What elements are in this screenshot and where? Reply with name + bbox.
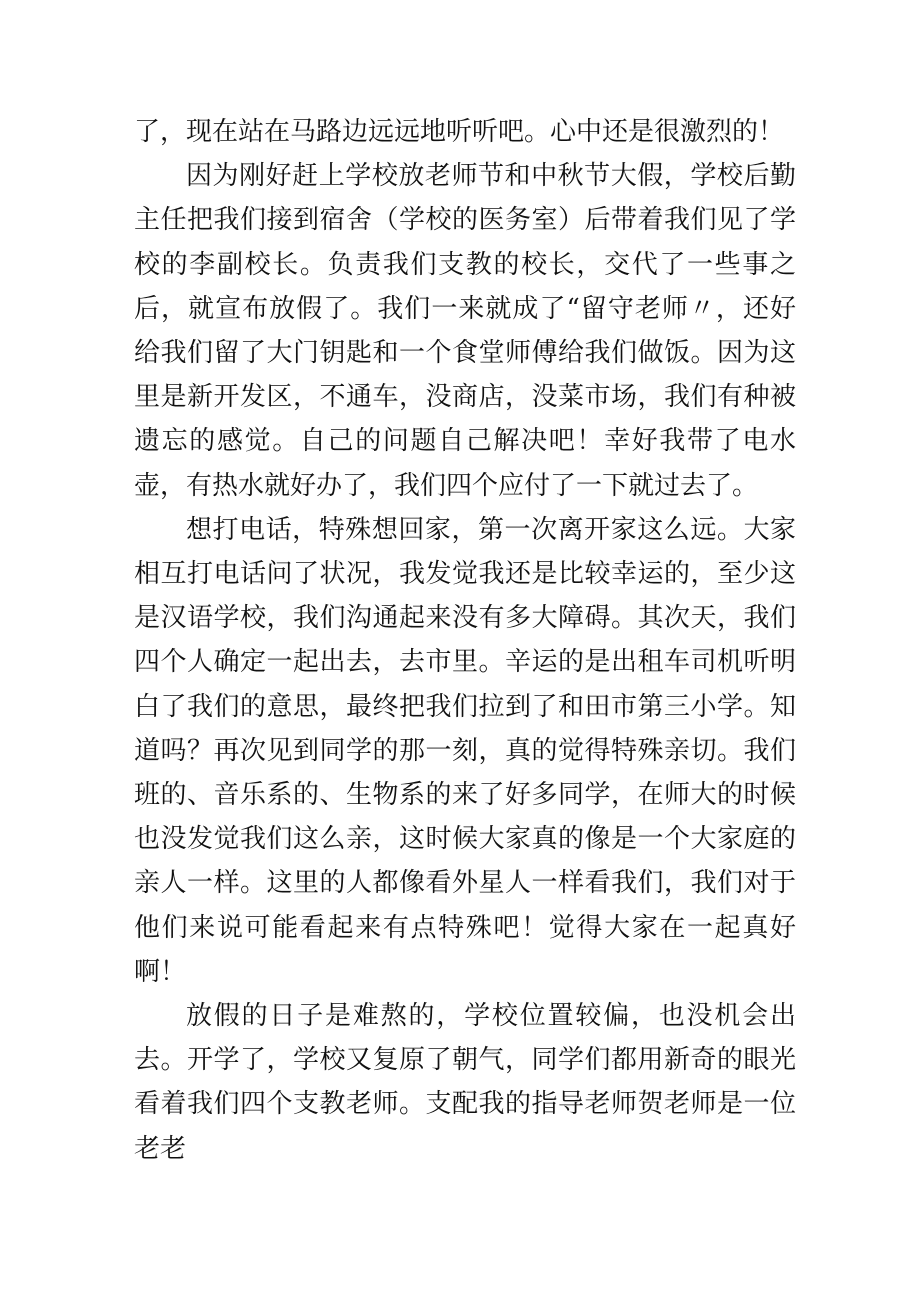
paragraph: 放假的日子是难熬的，学校位置较偏，也没机会出去。开学了，学校又复原了朝气，同学们都用新奇的眼光看着我们四个支教老师。支配我的指导老师贺老师是一位老老 <box>134 1001 796 1164</box>
paragraph-continuation: 了，现在站在马路边远远地听听吧。心中还是很激烈的！ <box>134 117 785 147</box>
paragraph: 想打电话，特殊想回家，第一次离开家这么远。大家相互打电话问了状况，我发觉我还是比较幸运的，至少这是汉语学校，我们沟通起来没有多大障碍。其次天，我们四个人确定一起出去，去市里。辛运的是出租车司机听明白了我们的意思，最终把我们拉到了和田市第三小学。知道吗？再次见到同学的那一刻，真的觉得特殊亲切。我们班的、音乐系的、生物系的来了好多同学，在师大的时候也没发觉我们这么亲，这时候大家真的像是一个大家庭的亲人一样。这里的人都像看外星人一样看我们，我们对于他们来说可能看起来有点特殊吧！觉得大家在一起真好啊！ <box>134 514 796 987</box>
body-text <box>134 110 796 1171</box>
paragraph: 因为刚好赶上学校放老师节和中秋节大假，学校后勤主任把我们接到宿舍（学校的医务室）后带着我们见了学校的李副校长。负责我们支教的校长，交代了一些事之后，就宣布放假了。我们一来就成了“留守老师〃，还好给我们留了大门钥匙和一个食堂师傅给我们做饭。因为这里是新开发区，不通车，没商店，没菜市场，我们有种被遗忘的感觉。自己的问题自己解决吧！幸好我带了电水壶，有热水就好办了，我们四个应付了一下就过去了。 <box>134 161 796 501</box>
